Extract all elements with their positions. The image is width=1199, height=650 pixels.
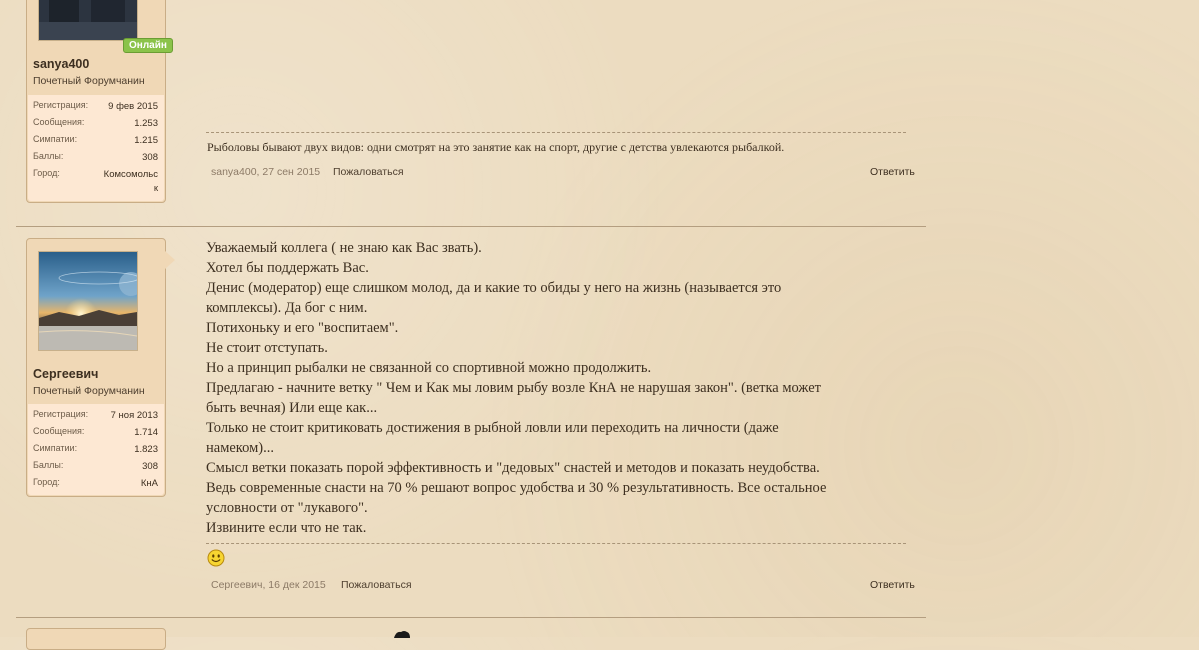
reply-link[interactable]: Ответить — [870, 579, 915, 591]
stat-city: Город: Комсомольс к — [33, 168, 158, 194]
stat-likes: Симпатии: 1.215 — [33, 134, 158, 146]
message-line: Только не стоит критиковать достижения в рыбной ловли или переходить на личности (даже — [206, 420, 779, 436]
message-line: Хотел бы поддержать Вас. — [206, 260, 369, 276]
message-line: Уважаемый коллега ( не знаю как Вас звать). — [206, 240, 482, 256]
signature: Рыболовы бывают двух видов: одни смотрят на это занятие как на спорт, другие с детства увлекаются рыбалкой. — [207, 140, 785, 154]
avatar[interactable] — [38, 0, 138, 41]
stat-city: Город: КнА — [33, 477, 158, 489]
message-line: условности от "лукавого". — [206, 500, 368, 516]
message-line: Предлагаю - начните ветку " Чем и Как мы ловим рыбу возле КнА не нарушая закон". (ветка может — [206, 380, 822, 396]
message-arrow — [165, 251, 175, 269]
post-author-date[interactable]: sanya400, 27 сен 2015 — [211, 166, 321, 178]
stat-points: Баллы: 308 — [33, 460, 158, 472]
reply-link[interactable]: Ответить — [870, 166, 915, 178]
message-line: Потихоньку и его "воспитаем". — [206, 320, 399, 336]
message-line: Но а принцип рыбалки не связанной со спортивной можно продолжить. — [206, 360, 652, 376]
message-body — [206, 238, 906, 538]
stat-points: Баллы: 308 — [33, 151, 158, 163]
user-card-next — [26, 628, 166, 650]
username[interactable]: sanya400 — [33, 57, 90, 71]
report-link[interactable]: Пожаловаться — [333, 166, 404, 178]
user-stats — [28, 404, 164, 495]
stat-likes: Симпатии: 1.823 — [33, 443, 158, 455]
message-line: Смысл ветки показать порой эффективность и "дедовых" снастей и методов и показать неудобства. — [206, 460, 820, 476]
post-separator — [16, 617, 926, 618]
signature-divider — [206, 543, 906, 544]
message-line: быть вечная) Или еще как... — [206, 400, 378, 416]
message-line: Денис (модератор) еще слишком молод, да и какие то обиды у него на жизнь (называется это — [206, 280, 782, 296]
stat-messages: Сообщения: 1.253 — [33, 117, 158, 129]
user-title: Почетный Форумчанин — [33, 385, 145, 397]
message-line: Ведь современные снасти на 70 % решают вопрос удобства и 30 % результативность. Все остальное — [206, 480, 827, 496]
user-stats — [28, 95, 164, 201]
online-badge: Онлайн — [123, 38, 173, 53]
message-line: Не стоит отступать. — [206, 340, 328, 356]
message-line: комплексы). Да бог с ним. — [206, 300, 368, 316]
smiley-icon — [207, 549, 225, 567]
avatar[interactable] — [38, 251, 138, 351]
stat-registration: Регистрация: 9 фев 2015 — [33, 100, 158, 112]
stat-messages: Сообщения: 1.714 — [33, 426, 158, 438]
stat-registration: Регистрация: 7 ноя 2013 — [33, 409, 158, 421]
username[interactable]: Сергеевич — [33, 367, 99, 381]
signature-divider — [206, 132, 906, 133]
message-line: Извините если что не так. — [206, 520, 367, 536]
user-card-sanya400 — [26, 0, 166, 203]
post-separator — [16, 226, 926, 227]
user-card-sergeevich — [26, 238, 166, 497]
message-line: намеком)... — [206, 440, 274, 456]
user-title: Почетный Форумчанин — [33, 75, 145, 87]
report-link[interactable]: Пожаловаться — [341, 579, 412, 591]
post-author-date[interactable]: Сергеевич, 16 дек 2015 — [211, 579, 326, 591]
